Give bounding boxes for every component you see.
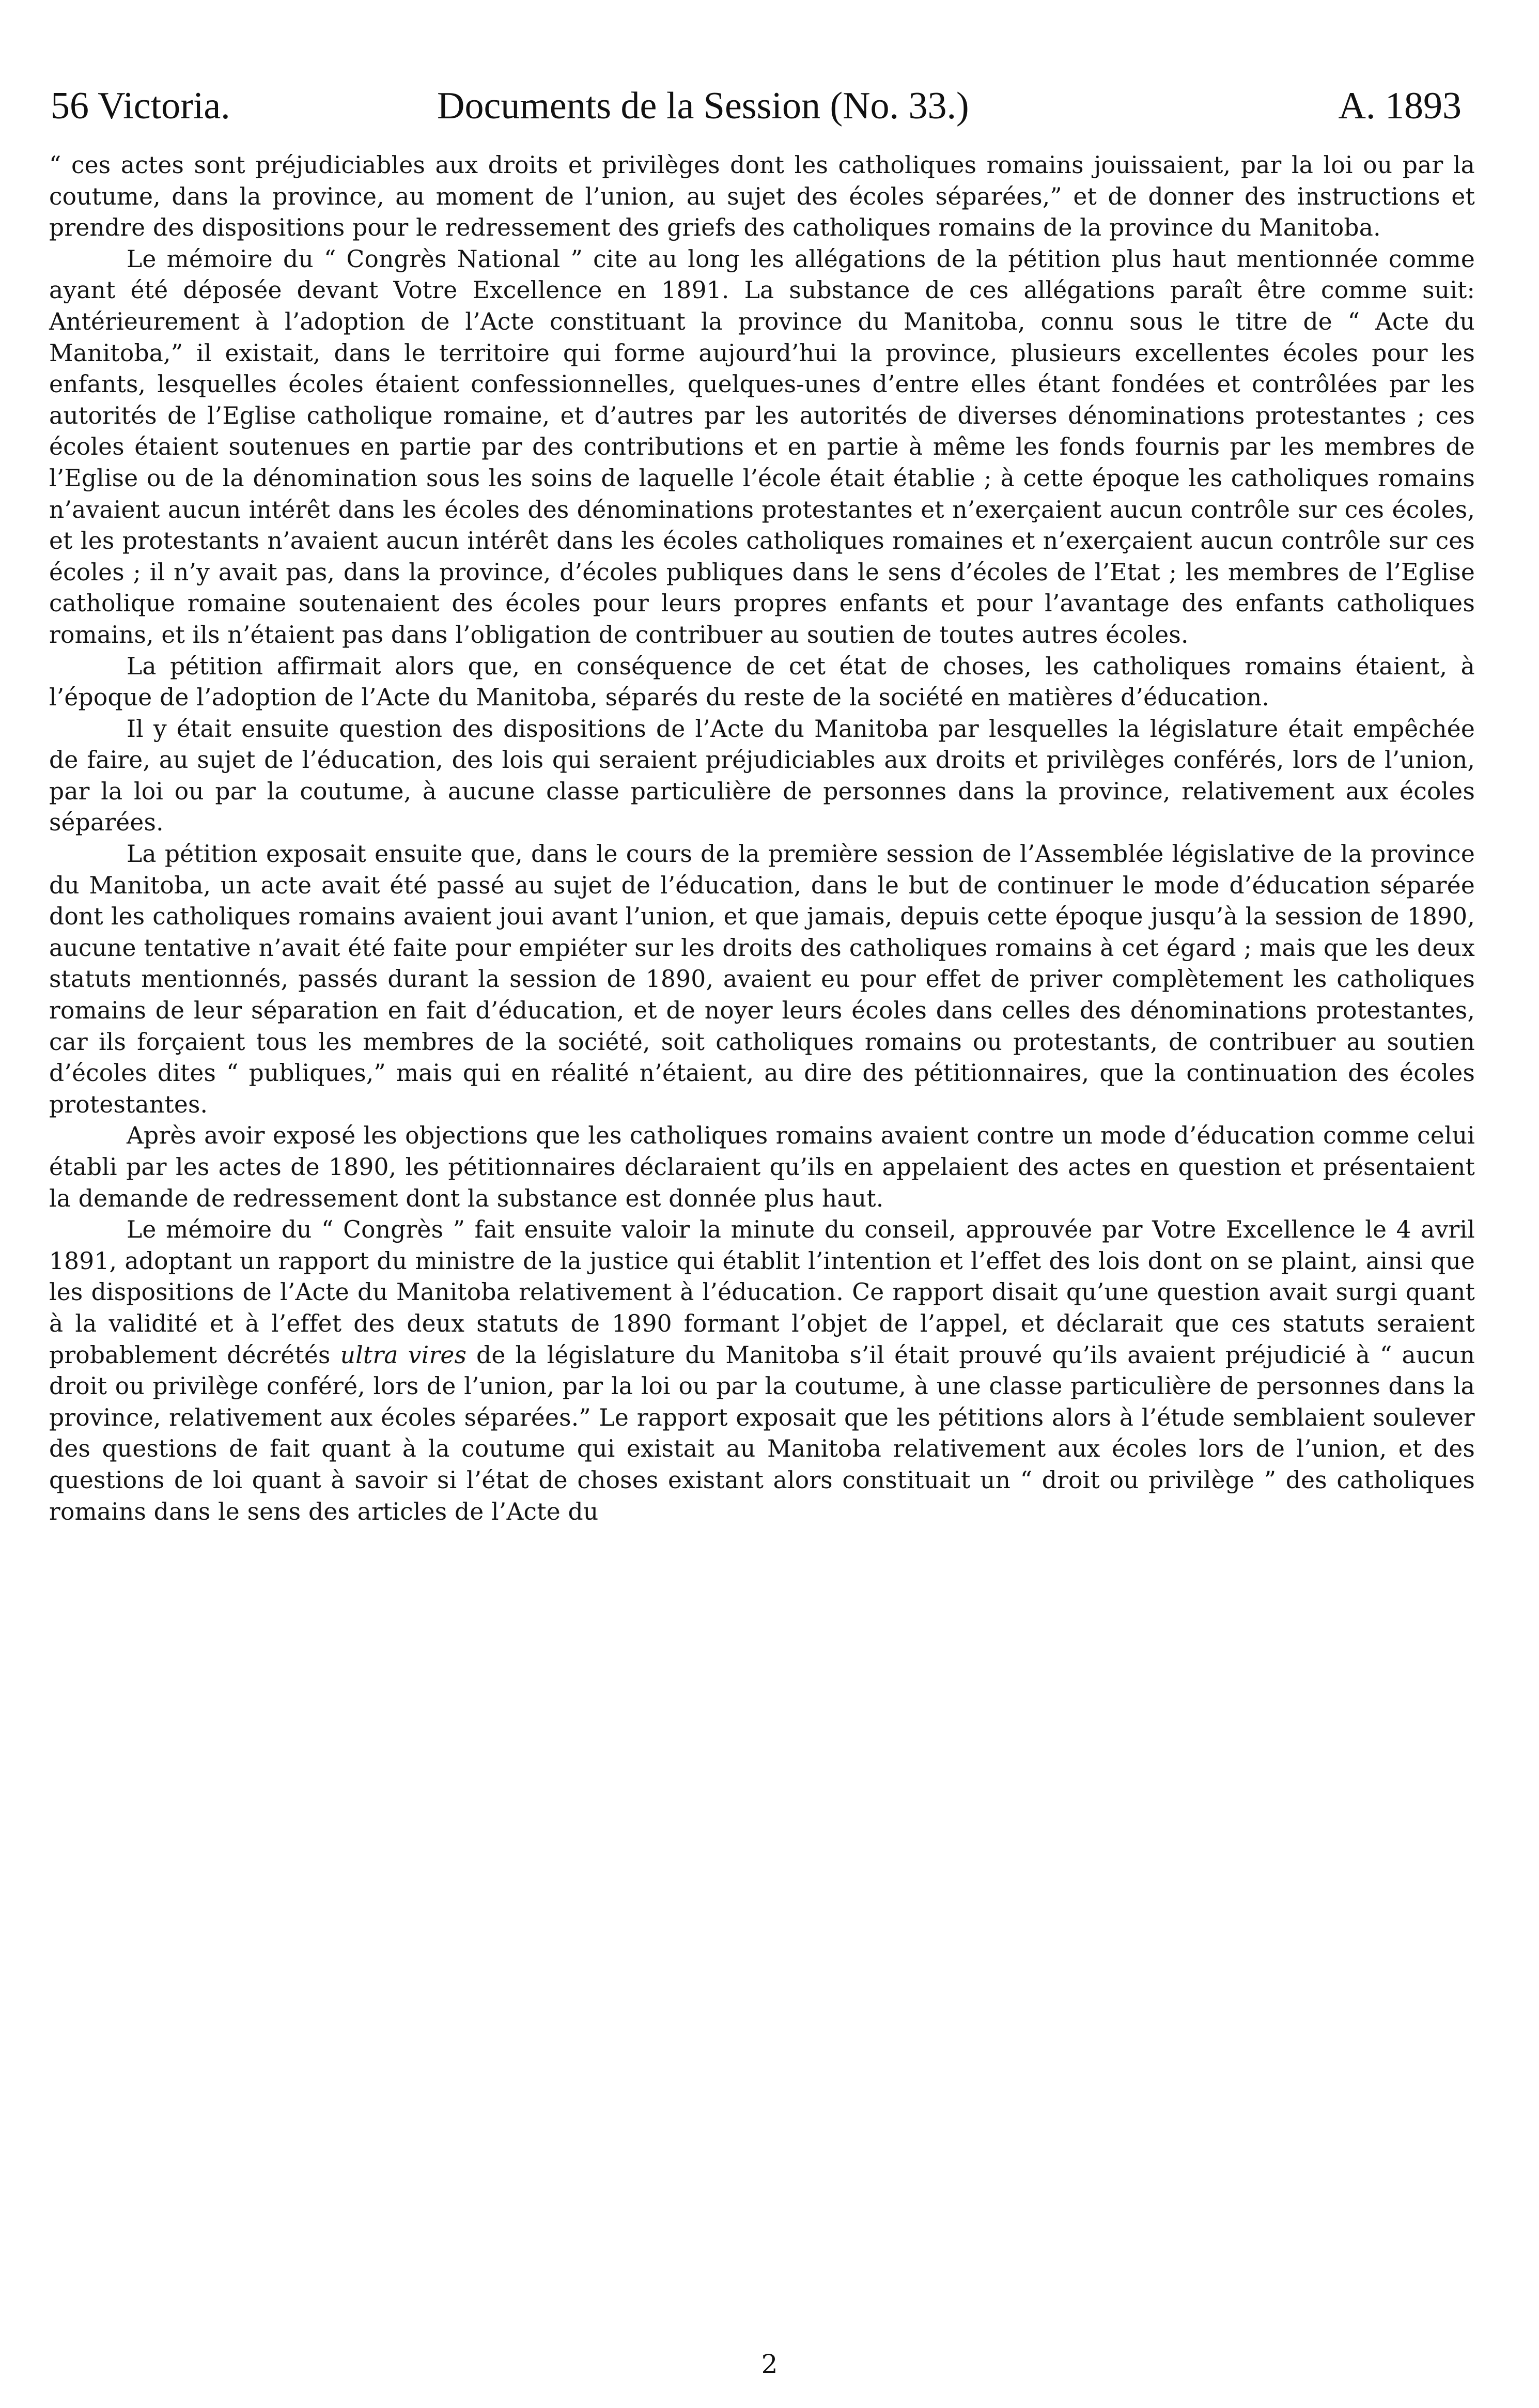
header-regnal-year: 56 Victoria. [51, 85, 230, 127]
page-number: 2 [761, 2349, 778, 2379]
paragraph-petition-affirmait: La pétition affirmait alors que, en conséquence de cet état de choses, les catholiques romains étaient, à l’époque de l’adoption de l’Acte du Manitoba, séparés du reste de la société en matières d’éducation. [49, 652, 1475, 712]
paragraph-memoire-congres: Le mémoire du “ Congrès National ” cite au long les allégations de la pétition plus haut mentionnée comme ayant été déposée devant Votre Excellence en 1891. La substance de ces allégations paraît être comme suit: Antérieurement à l’adoption de l’Acte constituant la province du Manitoba, connu sous le titre de “ Acte du Manitoba,” il existait, dans le territoire qui forme aujourd’hui la province, plusieurs excellentes écoles pour les enfants, lesquelles écoles étaient confessionnelles, quelques-unes d’entre elles étant fondées et contrôlées par les autorités de l’Eglise catholique romaine, et d’autres par les autorités de diverses dénominations protestantes ; ces écoles étaient soutenues en partie par des contributions et en partie à même les fonds fournis par les membres de l’Eglise ou de la dénomination sous les soins de laquelle l’école était établie ; à cette époque les catholiques romains n’avaient aucun intérêt dans les écoles des dénominations protestantes et n’exerçaient aucun contrôle sur ces écoles, et les protestants n’avaient aucun intérêt dans les écoles catholiques romaines et n’exerçaient aucun contrôle sur ces écoles ; il n’y avait pas, dans la province, d’écoles publiques dans le sens d’écoles de l’Etat ; les membres de l’Eglise catholique romaine soutenaient des écoles pour leurs propres enfants et pour l’avantage des enfants catholiques romains, et ils n’étaient pas dans l’obligation de contribuer au soutien de toutes autres écoles. [49, 245, 1475, 649]
running-header [51, 78, 1462, 134]
italic-ultra-vires: ultra vires [340, 1341, 467, 1369]
header-year: A. 1893 [1338, 85, 1462, 127]
paragraph-objections: Après avoir exposé les objections que les catholiques romains avaient contre un mode d’éducation comme celui établi par les actes de 1890, les pétitionnaires déclaraient qu’ils en appelaient des actes en question et présentaient la demande de redressement dont la substance est donnée plus haut. [49, 1122, 1475, 1212]
header-title: Documents de la Session (No. 33.) [437, 85, 969, 127]
paragraph-dispositions-acte: Il y était ensuite question des dispositions de l’Acte du Manitoba par lesquelles la législature était empêchée de faire, au sujet de l’éducation, des lois qui seraient préjudiciables aux droits et privilèges conférés, lors de l’union, par la loi ou par la coutume, à aucune classe particulière de personnes dans la province, relativement aux écoles séparées. [49, 715, 1475, 837]
body-text [49, 150, 1475, 1527]
paragraph-minute-conseil [49, 1214, 1475, 1527]
paragraph-minute-conseil-part1: Le mémoire du “ Congrès ” fait ensuite valoir la minute du conseil, approuvée par Votre Excellence le 4 avril 1891, adoptant un rapport du ministre de la justice qui établit l’intention et l’effet des lois dont on se plaint, ainsi que les dispositions de l’Acte du Manitoba relativement à l’éducation. Ce rapport disait qu’une question avait surgi quant à la validité et à l’effet des deux statuts de 1890 formant l’objet de l’appel, et déclarait que ces statuts seraient probablement décrétés [49, 1216, 1475, 1369]
paragraph-petition-exposait: La pétition exposait ensuite que, dans le cours de la première session de l’Assemblée législative de la province du Manitoba, un acte avait été passé au sujet de l’éducation, dans le but de continuer le mode d’éducation séparée dont les catholiques romains avaient joui avant l’union, et que jamais, depuis cette époque jusqu’à la session de 1890, aucune tentative n’avait été faite pour empiéter sur les droits des catholiques romains à cet égard ; mais que les deux statuts mentionnés, passés durant la session de 1890, avaient eu pour effet de priver complètement les catholiques romains de leur séparation en fait d’éducation, et de noyer leurs écoles dans celles des dénominations protestantes, car ils forçaient tous les membres de la société, soit catholiques romains ou protestants, de contribuer au soutien d’écoles dites “ publiques,” mais qui en réalité n’étaient, au dire des pétitionnaires, que la continuation des écoles protestantes. [49, 840, 1475, 1118]
paragraph-minute-conseil-part2: de la législature du Manitoba s’il était prouvé qu’ils avaient préjudicié à “ aucun droit ou privilège conféré, lors de l’union, par la loi ou par la coutume, à une classe particulière de personnes dans la province, relativement aux écoles séparées.” Le rapport exposait que les pétitions alors à l’étude semblaient soulever des questions de fait quant à la coutume qui existait au Manitoba relativement aux écoles lors de l’union, et des questions de loi quant à savoir si l’état de choses existant alors constituait un “ droit ou privilège ” des catholiques romains dans le sens des articles de l’Acte du [49, 1341, 1475, 1525]
paragraph-quote-continuation: “ ces actes sont préjudiciables aux droits et privilèges dont les catholiques romains jouissaient, par la loi ou par la coutume, dans la province, au moment de l’union, au sujet des écoles séparées,” et de donner des instructions et prendre des dispositions pour le redressement des griefs des catholiques romains de la province du Manitoba. [49, 151, 1475, 242]
